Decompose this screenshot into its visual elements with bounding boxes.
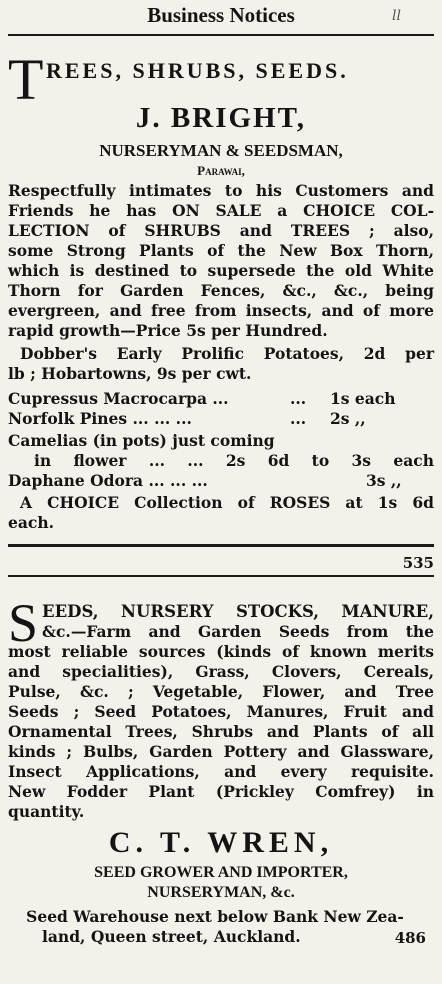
title-text: REES, SHRUBS, SEEDS.	[46, 58, 349, 83]
potatoes-line: lb ; Hobartowns, 9s per cwt.	[8, 364, 252, 383]
header-rule	[8, 34, 434, 36]
potatoes-line: Dobber's Early Prolific Potatoes, 2d per	[20, 344, 434, 363]
body-line: which is destined to supersede the old White	[8, 261, 434, 280]
price-dots: ...	[290, 409, 307, 428]
roses-line: A CHOICE Collection of ROSES at 1s 6d	[20, 493, 434, 512]
advertiser-place: Parawai,	[197, 163, 245, 178]
address-line: Seed Warehouse next below Bank New Zea-	[26, 907, 404, 926]
price-dots: ...	[290, 389, 307, 408]
body-line: kinds ; Bulbs, Garden Pottery and Glassware,	[8, 742, 434, 761]
body-line: Pulse, &c. ; Vegetable, Flower, and Tree	[8, 682, 434, 701]
corner-mark: ll	[392, 8, 401, 24]
ad-reference-number: 486	[394, 929, 426, 947]
body-line: Thorn for Garden Fences, &c., &c., being	[8, 281, 434, 300]
title-drop-capital: T	[8, 47, 44, 112]
advertisement-bright	[8, 47, 434, 580]
body-line: Insect Applications, and every requisite.	[8, 762, 434, 781]
camelias-line: in flower ... ... 2s 6d to 3s each	[34, 451, 434, 470]
body-line: Ornamental Trees, Shrubs and Plants of all	[8, 722, 434, 741]
body-line: &c.—Farm and Garden Seeds from the	[42, 622, 434, 641]
body-line: quantity.	[8, 802, 85, 821]
body-line: Respectfully intimates to his Customers and	[8, 181, 434, 200]
body-line: and specialities), Grass, Clovers, Cereals,	[8, 662, 434, 681]
body-line: most reliable sources (kinds of known merits	[8, 642, 434, 661]
price-item: Daphane Odora ... ... ...	[8, 471, 208, 490]
advertiser-name: J. BRIGHT,	[135, 102, 307, 134]
ad-title	[8, 47, 434, 112]
body-line: evergreen, and free from insects, and of more	[8, 301, 434, 320]
camelias-line: Camelias (in pots) just coming	[8, 431, 275, 450]
body-line: Friends he has ON SALE a CHOICE COL-	[8, 201, 434, 220]
body-line: EEDS, NURSERY STOCKS, MANURE,	[42, 602, 434, 621]
body-line: New Fodder Plant (Prickley Comfrey) in	[8, 782, 434, 801]
body-line: some Strong Plants of the New Box Thorn,	[8, 241, 434, 260]
price-item: Cupressus Macrocarpa ...	[8, 389, 229, 408]
price-value: 1s each	[330, 389, 396, 408]
ad-divider	[8, 544, 434, 547]
ad-reference-number: 535	[402, 554, 434, 572]
advertiser-name: C. T. WREN,	[108, 826, 334, 859]
body-drop-capital: S	[8, 593, 39, 653]
section-header: Business Notices	[147, 3, 295, 27]
price-value: 2s ,,	[330, 409, 366, 428]
advertiser-trade: SEED GROWER AND IMPORTER,	[94, 864, 348, 881]
body-line: rapid growth—Price 5s per Hundred.	[8, 321, 328, 340]
advertisement-wren	[8, 593, 434, 984]
advertiser-trade: NURSERYMAN & SEEDSMAN,	[99, 141, 343, 160]
price-item: Norfolk Pines ... ... ...	[8, 409, 192, 428]
body-line: LECTION of SHRUBS and TREES ; also,	[8, 221, 434, 240]
section-rule	[8, 575, 434, 577]
body-line: Seeds ; Seed Potatoes, Manures, Fruit and	[8, 702, 434, 721]
price-value: 3s ,,	[366, 471, 402, 490]
advertiser-trade: NURSERYMAN, &c.	[147, 884, 295, 901]
address-line: land, Queen street, Auckland.	[42, 927, 301, 946]
roses-line: each.	[8, 513, 55, 532]
